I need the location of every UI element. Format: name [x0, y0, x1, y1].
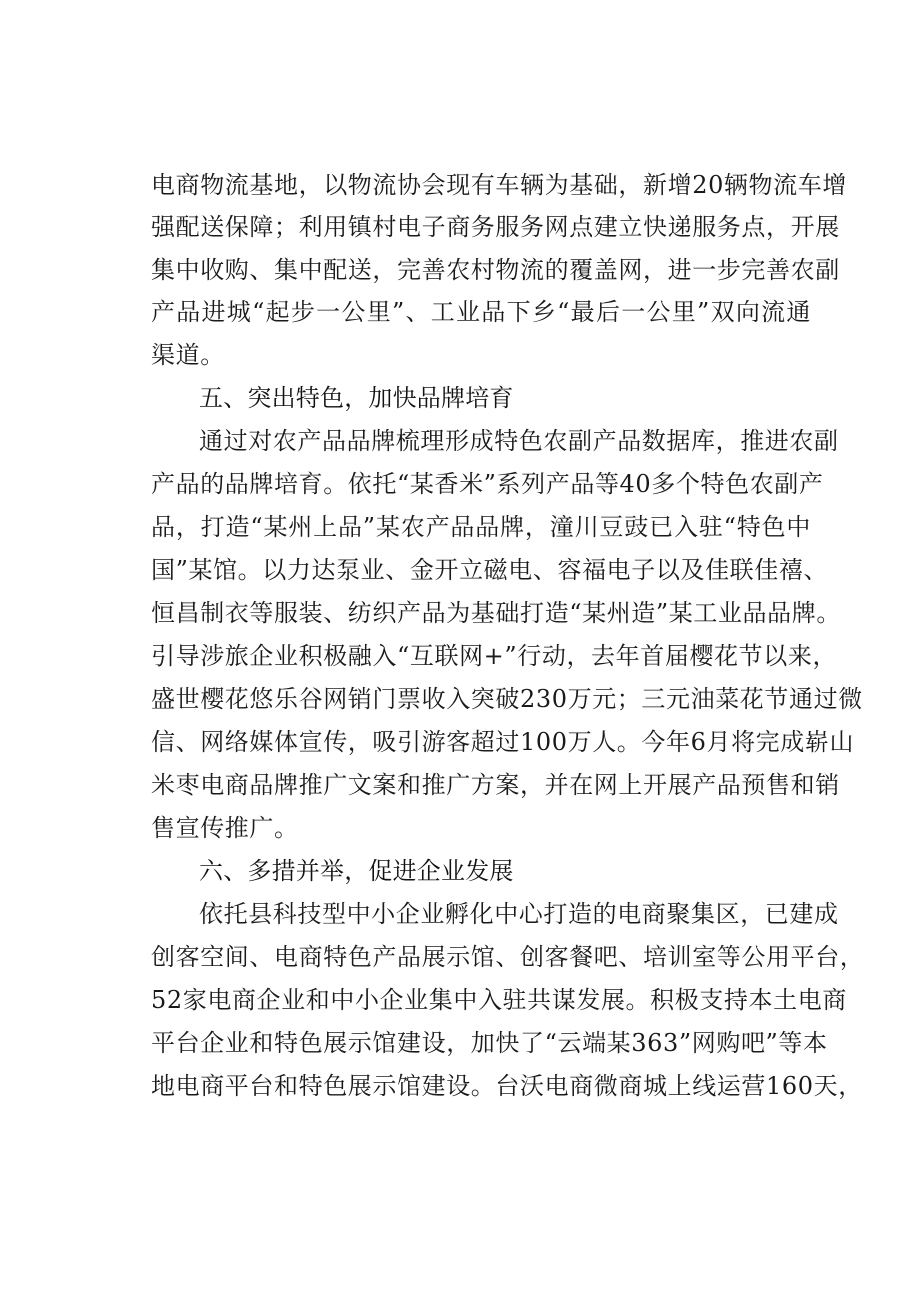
paragraph-line: 集中收购、集中配送，完善农村物流的覆盖网，进一步完善农副: [151, 256, 840, 284]
paragraph-line: 国”某馆。以力达泵业、金开立磁电、容福电子以及佳联佳禧、: [151, 556, 829, 584]
paragraph-line: 强配送保障；利用镇村电子商务服务网点建立快递服务点，开展: [151, 213, 840, 241]
paragraph-line: 依托县科技型中小企业孵化中心打造的电商聚集区，已建成: [199, 900, 839, 928]
paragraph-line: 米枣电商品牌推广文案和推广方案，并在网上开展产品预售和销: [151, 771, 840, 799]
paragraph-line: 恒昌制衣等服装、纺织产品为基础打造“某州造”某工业品品牌。: [151, 599, 841, 627]
section-heading-six: 六、多措并举，促进企业发展: [199, 857, 514, 885]
paragraph-line: 电商物流基地，以物流协会现有车辆为基础，新增20辆物流车增: [151, 171, 847, 199]
paragraph-line: 引导涉旅企业积极融入“互联网+”行动，去年首届樱花节以来，: [151, 642, 838, 670]
paragraph-line: 产品的品牌培育。依托“某香米”系列产品等40多个特色农副产: [151, 470, 824, 498]
paragraph-line: 信、网络媒体宣传，吸引游客超过100万人。今年6月将完成崭山: [151, 728, 855, 756]
paragraph-line: 品，打造“某州上品”某农产品品牌，潼川豆豉已入驻“特色中: [151, 513, 811, 541]
paragraph-line: 产品进城“起步一公里”、工业品下乡“最后一公里”双向流通: [151, 298, 811, 326]
paragraph-line: 渠道。: [151, 341, 225, 369]
paragraph-line: 52家电商企业和中小企业集中入驻共谋发展。积极支持本土电商: [151, 986, 847, 1014]
paragraph-line: 地电商平台和特色展示馆建设。台沃电商微商城上线运营160天，: [151, 1072, 863, 1100]
paragraph-line: 平台企业和特色展示馆建设，加快了“云端某363”网购吧”等本: [151, 1029, 828, 1057]
section-heading-five: 五、突出特色，加快品牌培育: [199, 384, 514, 412]
paragraph-line: 盛世樱花悠乐谷网销门票收入突破230万元；三元油菜花节通过微: [151, 685, 863, 713]
paragraph-line: 通过对农产品品牌梳理形成特色农副产品数据库，推进农副: [199, 427, 839, 455]
paragraph-line: 创客空间、电商特色产品展示馆、创客餐吧、培训室等公用平台，: [151, 943, 865, 971]
paragraph-line: 售宣传推广。: [151, 814, 299, 842]
